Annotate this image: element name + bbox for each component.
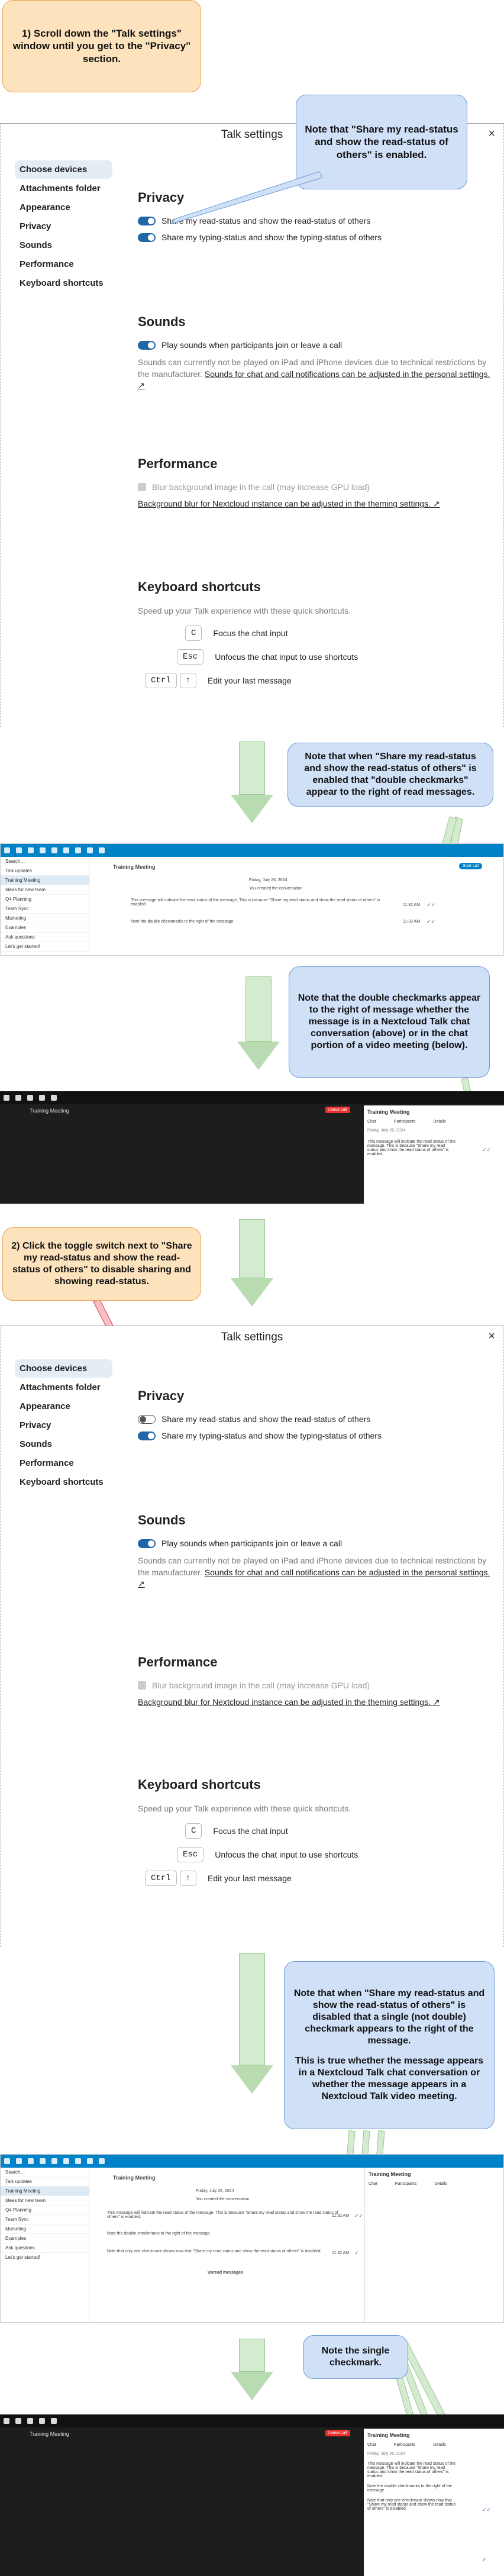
down-arrow (239, 1219, 265, 1278)
note-disabled-text-1: Note that when "Share my read-status and show the read-status of others" is disabled that a single (not double) checkmark appears to the right of the message. (293, 1988, 485, 2046)
conversation-item[interactable]: Talk updates (1, 866, 89, 876)
call-title: Training Meeting (30, 2431, 69, 2437)
down-arrow-head (237, 1042, 280, 1070)
talk-settings-window (0, 1326, 504, 1947)
down-arrow-head (231, 795, 273, 823)
blur-label: Blur background image in the call (may increase GPU load) (152, 482, 370, 492)
search-input[interactable]: Search… (1, 857, 89, 866)
note-double-both-callout: Note that the double checkmarks appear to the right of message whether the message is in a Nextcloud Talk chat conversation (above) or in the chat portion of a video meeting (below). (289, 966, 490, 1078)
shortcuts-heading: Keyboard shortcuts (138, 1777, 261, 1792)
shortcuts-heading: Keyboard shortcuts (138, 579, 261, 594)
nav-choose-devices[interactable]: Choose devices (15, 1359, 112, 1378)
top-navigation-bar (1, 844, 503, 857)
theming-settings-link[interactable]: Background blur for Nextcloud instance can be adjusted in the theming settings. ↗ (138, 499, 440, 508)
nav-attachments-folder[interactable]: Attachments folder (20, 1382, 101, 1392)
settings-nav (15, 1359, 112, 1492)
conversation-title: Training Meeting (113, 2175, 156, 2181)
key-up-arrow: ↑ (180, 1871, 196, 1886)
down-arrow (239, 2339, 265, 2372)
date-separator: Friday, July 26, 2024 (367, 2452, 406, 2456)
note-disabled-text-2: This is true whether the message appears in a Nextcloud Talk chat conversation or whether the message appears in a Nextcloud Talk video meeting. (295, 2056, 484, 2101)
single-checkmark-icon: ✓ (354, 2250, 359, 2256)
chat-tabs (367, 1120, 500, 1124)
nav-privacy[interactable]: Privacy (20, 221, 51, 231)
date-separator: Friday, July 26, 2024 (249, 878, 287, 882)
nav-performance[interactable]: Performance (20, 259, 74, 269)
typing-status-label: Share my typing-status and show the typing-status of others (161, 1431, 382, 1440)
sounds-heading: Sounds (138, 314, 186, 329)
blur-checkbox[interactable] (138, 1681, 146, 1690)
unread-separator: Unread messages (208, 2271, 243, 2275)
shortcut-label: Focus the chat input (213, 1826, 288, 1836)
nav-keyboard-shortcuts[interactable]: Keyboard shortcuts (20, 278, 104, 288)
double-checkmark-icon: ✓✓ (482, 1147, 492, 1153)
tab-participants[interactable]: Participants (395, 2182, 417, 2186)
message-time: 11:32 AM (332, 2214, 350, 2218)
key-up-arrow: ↑ (180, 673, 196, 688)
right-sidebar (364, 2168, 504, 2323)
tab-chat[interactable]: Chat (369, 2182, 377, 2186)
close-icon[interactable]: × (488, 1330, 495, 1343)
conversation-item[interactable]: Ideas for new team (1, 2196, 89, 2206)
key-c: C (185, 626, 202, 641)
message-time: 11:32 AM (332, 2251, 350, 2255)
read-status-label: Share my read-status and show the read-status of others (161, 1414, 371, 1424)
chat-message: Note that only one checkmark shows now that "Share my read status and show the read status of others" is disabled. (367, 2498, 456, 2511)
date-separator: Friday, July 26, 2024 (196, 2189, 234, 2193)
sounds-section (138, 1513, 493, 1590)
nav-privacy[interactable]: Privacy (20, 1420, 51, 1430)
shortcut-row (145, 1871, 493, 1886)
conversation-item[interactable]: Examples (1, 2234, 89, 2243)
key-c: C (185, 1823, 202, 1839)
settings-title: Talk settings (221, 1331, 283, 1343)
performance-section (138, 1655, 493, 1707)
note-disabled-callout (284, 1961, 495, 2129)
read-status-toggle-row[interactable] (138, 1414, 493, 1424)
shortcut-label: Unfocus the chat input to use shortcuts (215, 652, 358, 662)
down-arrow-head (231, 1278, 273, 1307)
play-sounds-label: Play sounds when participants join or leave a call (161, 1539, 343, 1548)
system-message: You created the conversation (196, 2197, 250, 2201)
conversation-item[interactable]: Talk updates (1, 2177, 89, 2187)
note-single-callout: Note the single checkmark. (303, 2335, 408, 2379)
conversation-item[interactable]: Ask questions (1, 2243, 89, 2253)
tab-details[interactable]: Details (433, 2443, 446, 2447)
read-status-toggle[interactable] (138, 1415, 156, 1424)
conversation-item[interactable]: Marketing (1, 914, 89, 923)
tab-details[interactable]: Details (434, 2182, 447, 2186)
key-ctrl: Ctrl (145, 1871, 177, 1886)
tab-participants[interactable]: Participants (393, 2443, 416, 2447)
conversation-list (1, 857, 89, 956)
chat-message: This message will indicate the read status of the message. This is because "Share my read status and show the read status of others" is enabled. (107, 2211, 338, 2219)
chat-panel-title: Training Meeting (367, 2432, 410, 2438)
privacy-section (138, 1388, 493, 1447)
call-top-bar (0, 2414, 504, 2427)
double-checkmark-icon: ✓✓ (427, 902, 436, 908)
call-chat-panel (364, 2429, 504, 2576)
pointer-enabled (172, 172, 322, 224)
conversation-item[interactable]: Training Meeting (1, 876, 89, 885)
conversation-title: Training Meeting (113, 864, 156, 870)
leave-call-button[interactable]: Leave call (325, 1107, 350, 1113)
chat-message: Note that only one checkmark shows now that "Share my read status and show the read status of others" is disabled. (107, 2249, 322, 2253)
double-checkmark-icon: ✓✓ (354, 2213, 364, 2219)
conversation-list (1, 2168, 89, 2323)
single-checkmark-icon: ✓ (482, 2556, 487, 2562)
conversation-item[interactable]: Q4 Planning (1, 2206, 89, 2215)
blur-checkbox-row[interactable] (138, 1681, 493, 1690)
tab-chat[interactable]: Chat (367, 2443, 376, 2447)
key-esc: Esc (177, 649, 203, 665)
shortcut-label: Edit your last message (208, 1873, 292, 1883)
close-icon[interactable]: × (488, 127, 495, 140)
nav-sounds[interactable]: Sounds (20, 1439, 52, 1449)
performance-heading: Performance (138, 1655, 218, 1669)
nav-appearance[interactable]: Appearance (20, 1401, 70, 1411)
chat-panel-title: Training Meeting (367, 1109, 410, 1115)
conversation-item[interactable]: Ideas for new team (1, 885, 89, 895)
sounds-settings-link[interactable]: Sounds for chat and call notifications can be adjusted in the personal settings. ↗ (138, 369, 490, 391)
system-message: You created the conversation (249, 886, 303, 891)
down-arrow (239, 741, 265, 795)
settings-title: Talk settings (221, 128, 283, 141)
call-title: Training Meeting (30, 1108, 69, 1114)
chat-screenshot-2 (0, 2154, 504, 2323)
note-enabled-callout: Note that "Share my read-status and show the read-status of others" is enabled. (296, 95, 467, 189)
chat-message: Note the double checkmarks to the right of the message. (367, 2484, 453, 2493)
performance-heading: Performance (138, 456, 218, 471)
shortcuts-section (138, 1777, 493, 1886)
typing-status-toggle-row[interactable] (138, 1431, 493, 1440)
chat-message: This message will indicate the read status of the message. This is because "Share my read status and show the read status of others" is enabled. (131, 898, 380, 907)
down-arrow (239, 1953, 265, 2065)
double-checkmark-icon: ✓✓ (427, 918, 436, 924)
down-arrow (245, 976, 272, 1042)
chat-message: Note the double checkmarks to the right of the message. (131, 920, 235, 924)
key-ctrl: Ctrl (145, 673, 177, 688)
play-sounds-toggle[interactable] (138, 1539, 156, 1548)
key-esc: Esc (177, 1847, 203, 1862)
shortcut-label: Edit your last message (208, 675, 292, 685)
conversation-item[interactable]: Let's get started! (1, 942, 89, 952)
shortcut-label: Unfocus the chat input to use shortcuts (215, 1849, 358, 1859)
nav-keyboard-shortcuts[interactable]: Keyboard shortcuts (20, 1477, 104, 1487)
sounds-heading: Sounds (138, 1513, 186, 1527)
conversation-item[interactable]: Team Sync (1, 2215, 89, 2224)
conversation-item[interactable]: Let's get started! (1, 2253, 89, 2262)
typing-status-toggle[interactable] (138, 1432, 156, 1440)
date-separator: Friday, July 26, 2024 (367, 1129, 406, 1133)
chat-screenshot-1 (0, 843, 504, 956)
leave-call-button[interactable]: Leave call (325, 2430, 350, 2436)
note-double-callout: Note that when "Share my read-status and show the read-status of others" is enabled that "double checkmarks" appear to the right of read messages. (287, 743, 493, 807)
call-chat-panel (364, 1105, 504, 1204)
message-time: 11:32 AM (403, 920, 421, 924)
start-call-button[interactable]: Start call (459, 863, 482, 869)
tab-participants[interactable]: Participants (393, 1120, 416, 1124)
down-arrow-head (231, 2065, 273, 2094)
nav-choose-devices[interactable]: Choose devices (15, 160, 112, 179)
sidebar-tabs (369, 2182, 501, 2186)
chat-tabs (367, 2443, 500, 2447)
privacy-heading: Privacy (138, 190, 185, 205)
nav-attachments-folder[interactable]: Attachments folder (20, 183, 101, 194)
sidebar-title: Training Meeting (369, 2171, 411, 2177)
conversation-item[interactable]: Marketing (1, 2224, 89, 2234)
play-sounds-toggle-row[interactable] (138, 1539, 493, 1548)
chat-message: This message will indicate the read status of the message. This is because "Share my read status and show the read status of others" is enabled. (367, 1140, 456, 1156)
tab-details[interactable]: Details (433, 1120, 446, 1124)
shortcut-row (185, 1823, 493, 1839)
down-arrow-head (231, 2372, 273, 2400)
video-screenshot-2 (0, 2414, 504, 2576)
conversation-item[interactable]: Team Sync (1, 904, 89, 914)
shortcut-row (177, 1847, 493, 1862)
step1-callout: 1) Scroll down the "Talk settings" window until you get to the "Privacy" section. (2, 0, 201, 92)
nav-performance[interactable]: Performance (20, 1458, 74, 1468)
conversation-item[interactable]: Q4 Planning (1, 895, 89, 904)
read-status-label: Share my read-status and show the read-status of others (161, 216, 371, 225)
play-sounds-label: Play sounds when participants join or leave a call (161, 340, 343, 350)
shortcuts-intro: Speed up your Talk experience with these quick shortcuts. (138, 1804, 351, 1813)
message-time: 11:32 AM (403, 903, 421, 907)
privacy-heading: Privacy (138, 1388, 185, 1403)
conversation-item[interactable]: Ask questions (1, 933, 89, 942)
sounds-note: Sounds can currently not be played on iPad and iPhone devices due to technical restrictions by the manufacturer. (138, 1556, 487, 1577)
step2-callout: 2) Click the toggle switch next to "Share my read-status and show the read-status of others" to disable sharing and showing read-status. (2, 1227, 201, 1301)
top-navigation-bar (1, 2155, 503, 2168)
search-input[interactable]: Search… (1, 2168, 89, 2177)
video-screenshot-1 (0, 1091, 504, 1204)
conversation-item[interactable]: Examples (1, 923, 89, 933)
sounds-settings-link[interactable]: Sounds for chat and call notifications can be adjusted in the personal settings. ↗ (138, 1567, 490, 1589)
typing-status-label: Share my typing-status and show the typing-status of others (161, 233, 382, 242)
nav-sounds[interactable]: Sounds (20, 240, 52, 250)
conversation-item[interactable]: Training Meeting (1, 2187, 89, 2196)
double-checkmark-icon: ✓✓ (482, 2507, 492, 2513)
chat-message: This message will indicate the read status of the message. This is because "Share my read status and show the read status of others" is enabled. (367, 2462, 456, 2478)
blur-label: Blur background image in the call (may increase GPU load) (152, 1681, 370, 1690)
chat-message: Note the double checkmarks to the right of the message. (107, 2232, 211, 2236)
tab-chat[interactable]: Chat (367, 1120, 376, 1124)
theming-settings-link[interactable]: Background blur for Nextcloud instance can be adjusted in the theming settings. ↗ (138, 1697, 440, 1707)
shortcuts-intro: Speed up your Talk experience with these quick shortcuts. (138, 606, 351, 615)
sounds-note: Sounds can currently not be played on iPad and iPhone devices due to technical restrictions by the manufacturer. (138, 357, 487, 379)
call-top-bar (0, 1091, 504, 1104)
shortcut-label: Focus the chat input (213, 628, 288, 638)
nav-appearance[interactable]: Appearance (20, 202, 70, 212)
